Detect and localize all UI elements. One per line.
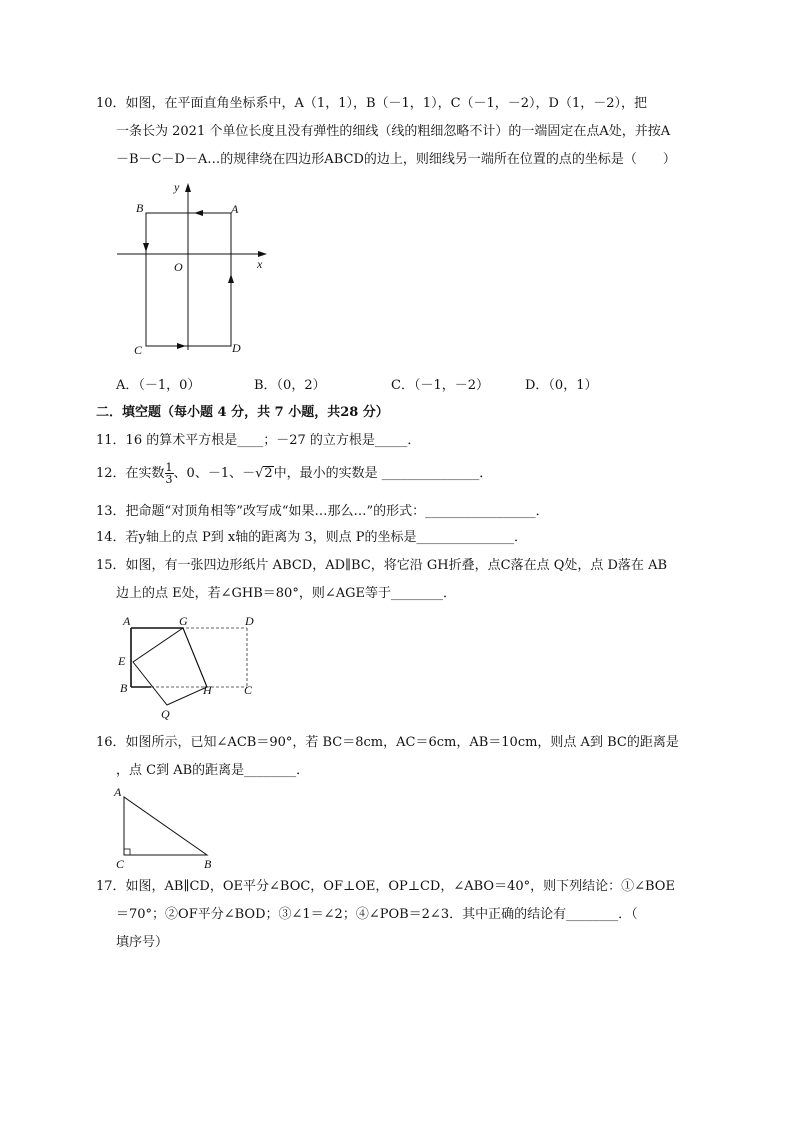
q17-line1: 17．如图，AB∥CD，OE平分∠BOC，OF⊥OE，OP⊥CD，∠ABO＝40°，则下列结论：①∠BOE — [96, 879, 675, 894]
q12-middle: 、0、－1、－ — [173, 466, 256, 481]
fold-line-gh — [183, 628, 207, 687]
label-b: B — [136, 201, 144, 215]
label-b: B — [204, 857, 212, 871]
q16-line1: 16．如图所示，已知∠ACB＝90°，若 BC＝8cm，AC＝6cm，AB＝10cm，则点 A到 BC的距离是 — [96, 735, 679, 750]
fraction-one-third — [165, 462, 174, 485]
arrow-d-to-a — [228, 274, 234, 283]
q15-line2: 边上的点 E处，若∠GHB＝80°，则∠AGE等于________． — [116, 586, 456, 601]
right-angle-mark — [124, 849, 130, 855]
section-heading: 二．填空题（每小题 4 分，共 7 小题，共28 分） — [96, 405, 389, 420]
sqrt-value: 2 — [264, 466, 273, 481]
label-d: D — [245, 614, 254, 628]
q15-folding-figure — [115, 612, 260, 724]
q14-text: 14．若y轴上的点 P到 x轴的距离为 3，则点 P的坐标是_______________． — [96, 530, 528, 545]
y-axis-arrow — [185, 183, 191, 192]
q17-line3: 填序号） — [116, 935, 169, 950]
fraction-numerator: 1 — [165, 461, 173, 474]
triangle-acb — [124, 797, 207, 855]
label-x: x — [257, 257, 263, 271]
label-c: C — [134, 343, 143, 357]
arrow-b-to-c — [143, 243, 149, 252]
q12-text — [96, 462, 492, 485]
arrow-c-to-d — [177, 343, 186, 349]
label-d: D — [232, 341, 241, 355]
label-c: C — [244, 683, 253, 697]
label-q: Q — [161, 707, 170, 721]
q10-option-a[interactable]: A．（－1，0） — [116, 378, 201, 393]
q17-line2: ＝70°；②OF平分∠BOD；③∠1＝∠2；④∠POB＝2∠3．其中正确的结论有________．（ — [116, 907, 638, 922]
q10-line2: 一条长为 2021 个单位长度且没有弹性的细线（线的粗细忽略不计）的一端固定在点A处，并按A — [116, 124, 671, 139]
label-o: O — [174, 260, 183, 274]
label-a: A — [231, 202, 239, 216]
q11-text: 11．16 的算术平方根是____；－27 的立方根是_____． — [96, 433, 421, 448]
q12-prefix: 12．在实数 — [96, 466, 165, 481]
q10-option-d[interactable]: D．（0，1） — [525, 378, 598, 393]
fraction-denominator: 3 — [165, 473, 173, 486]
label-a: A — [123, 614, 131, 628]
q15-line1: 15．如图，有一张四边形纸片 ABCD，AD∥BC，将它沿 GH折叠，点C落在点 Q处，点 D落在 AB — [96, 558, 668, 573]
q10-coordinate-figure — [112, 178, 282, 363]
label-h: H — [203, 683, 212, 697]
q10-line3: －B－C－D－A…的规律绕在四边形ABCD的边上，则细线另一端所在位置的点的坐标是（ ） — [116, 152, 676, 167]
label-g: G — [179, 614, 188, 628]
label-c: C — [116, 857, 125, 871]
q13-text: 13．把命题“对顶角相等”改写成“如果…那么…”的形式：_________________． — [96, 504, 549, 519]
q10-options — [116, 377, 597, 395]
folded-quad — [133, 628, 207, 705]
q10-option-c[interactable]: C．（－1，－2） — [391, 378, 489, 393]
sqrt-symbol: √ — [255, 466, 264, 481]
q10-option-b[interactable]: B．（0，2） — [254, 378, 326, 393]
q10-line1: 10．如图，在平面直角坐标系中，A（1，1），B（－1，1），C（－1，－2），D（1，－2），把 — [96, 96, 648, 111]
q12-suffix: 中，最小的实数是 _______________． — [273, 466, 493, 481]
label-a: A — [114, 785, 122, 799]
label-e: E — [118, 654, 126, 668]
q16-triangle-figure — [112, 785, 222, 873]
label-b: B — [120, 681, 128, 695]
label-y: y — [174, 180, 180, 194]
q16-line2: ，点 C到 AB的距离是________． — [116, 763, 310, 778]
arrow-a-to-b — [194, 210, 203, 216]
